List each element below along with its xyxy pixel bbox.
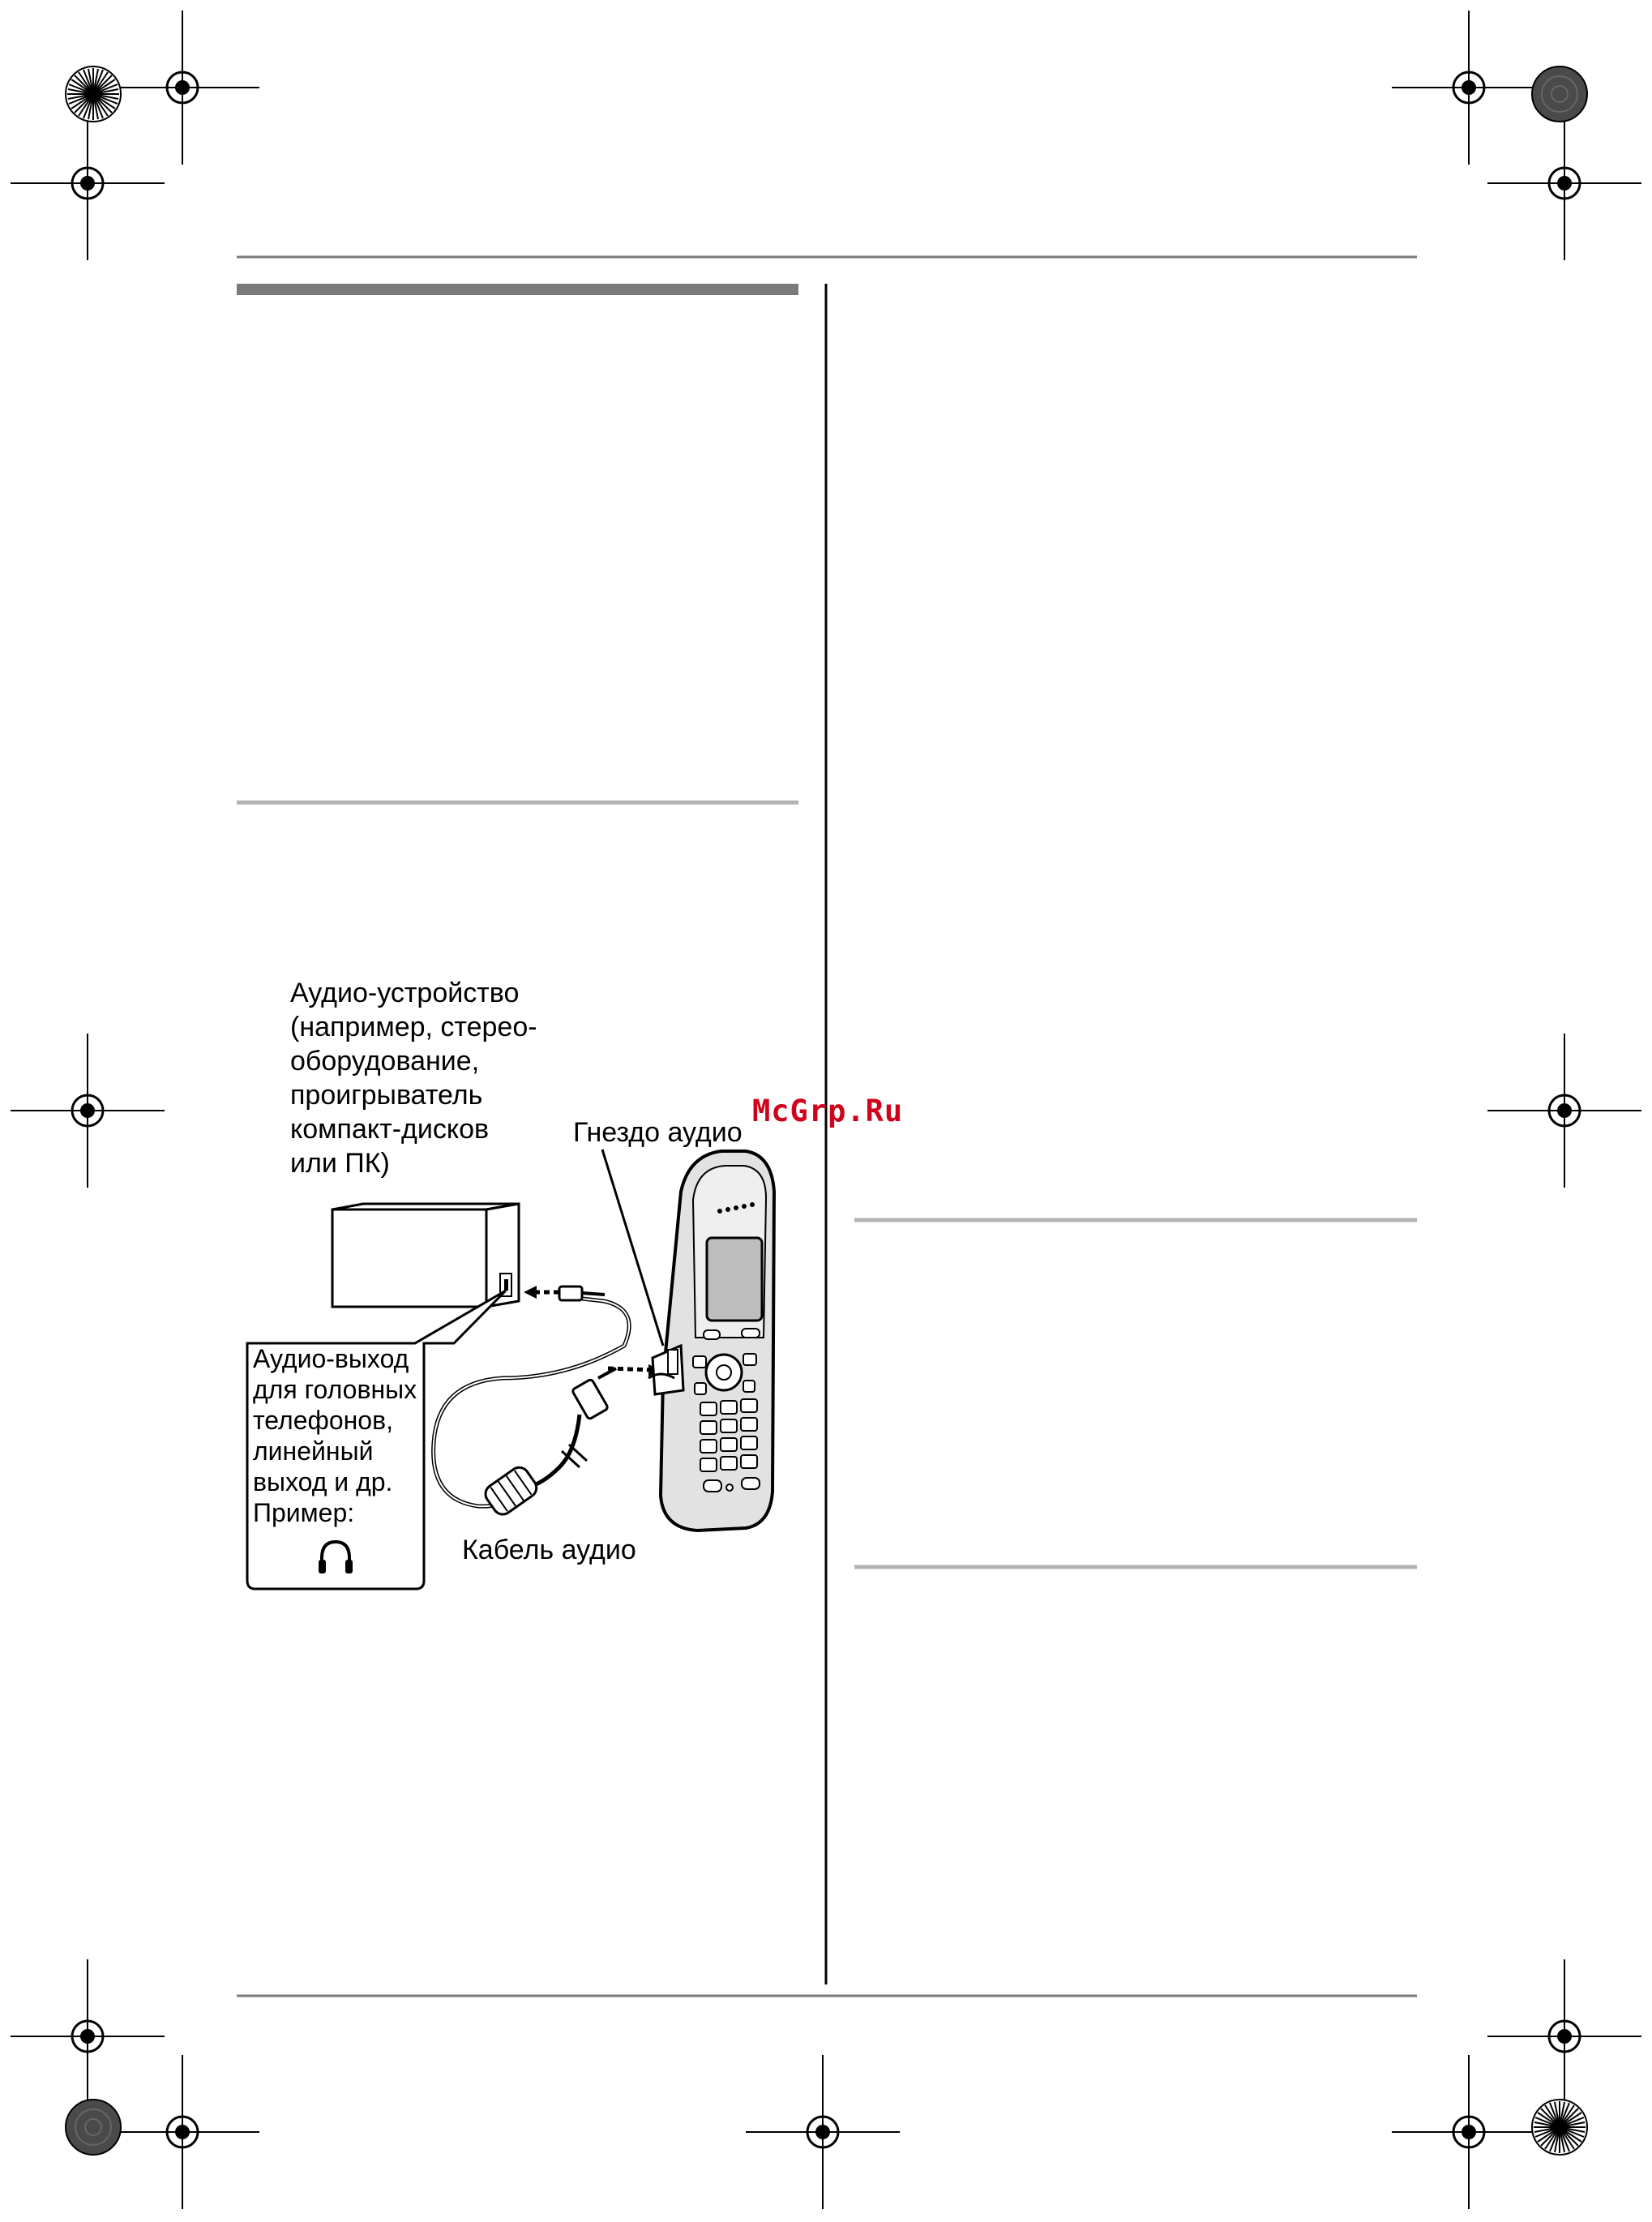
output-label-line: телефонов, <box>253 1406 393 1435</box>
device-label-line: оборудование, <box>290 1046 480 1077</box>
device-label-line: или ПК) <box>290 1148 390 1179</box>
output-label-line: выход и др. <box>253 1467 393 1496</box>
watermark: McGrp.Ru <box>752 1094 904 1128</box>
device-label-line: (например, стерео- <box>290 1012 537 1042</box>
output-label-line: для головных <box>253 1375 417 1404</box>
device-label-line: компакт-дисков <box>290 1114 490 1145</box>
audio-jack-label: Гнездо аудио <box>573 1117 743 1148</box>
device-label-line: Аудио-устройство <box>290 978 520 1008</box>
output-label-line: Аудио-выход <box>253 1344 409 1373</box>
output-label-line: Пример: <box>253 1498 355 1527</box>
audio-cable-label: Кабель аудио <box>462 1535 636 1565</box>
device-label-line: проигрыватель <box>290 1080 483 1111</box>
audio-output-label <box>253 1343 417 1528</box>
audio-device-label <box>290 976 537 1180</box>
output-label-line: линейный <box>253 1436 374 1466</box>
audio-device-illustration <box>332 1204 519 1307</box>
